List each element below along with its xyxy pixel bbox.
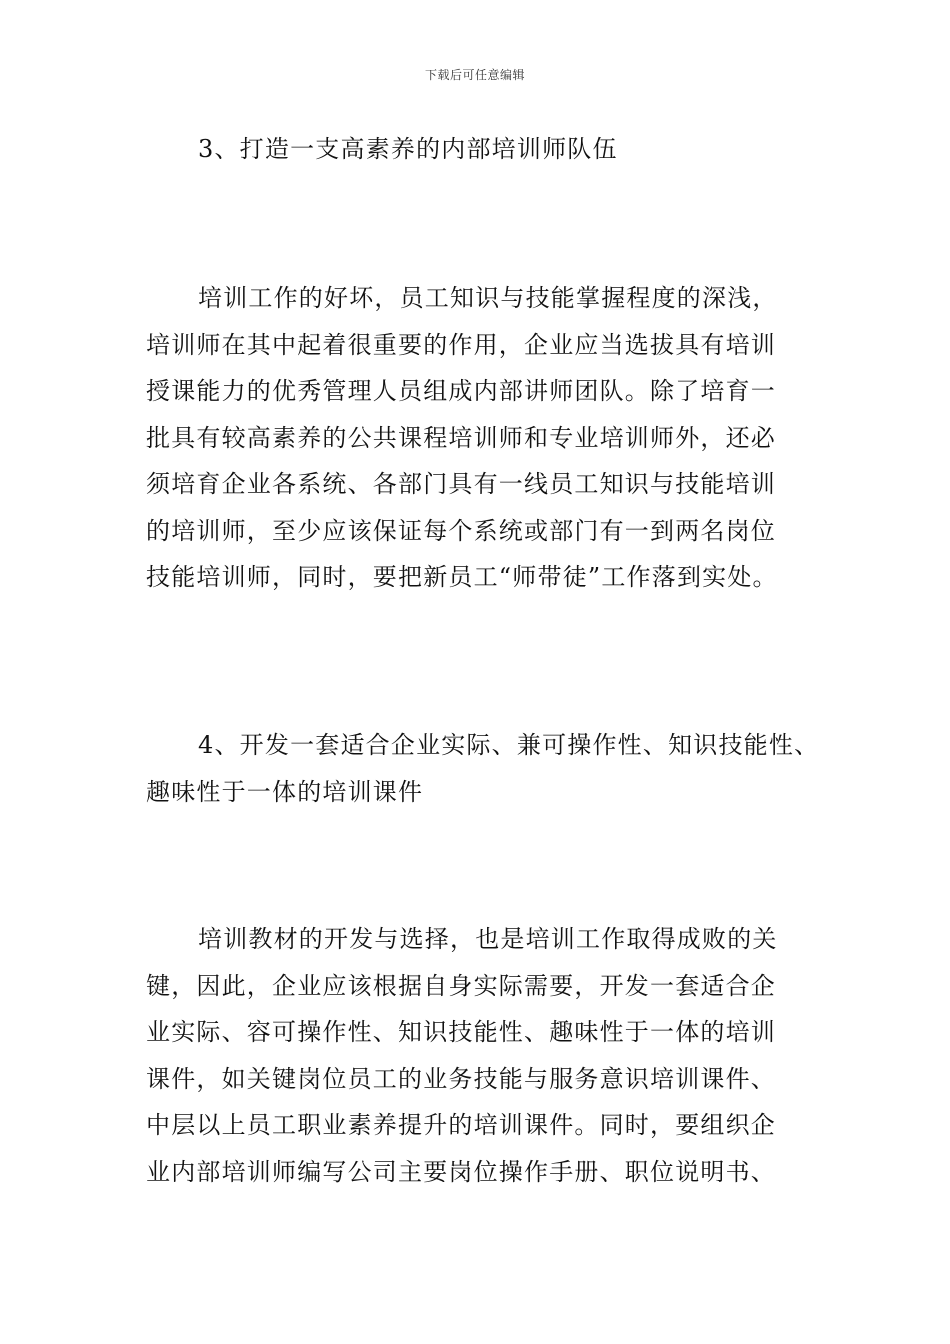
paragraph-line: 键，因此，企业应该根据自身实际需要，开发一套适合企 [146, 971, 776, 1000]
heading-line: 4、开发一套适合企业实际、兼可操作性、知识技能性、 [198, 731, 820, 759]
paragraph-line: 批具有较高素养的公共课程培训师和专业培训师外，还必 [146, 423, 776, 452]
paragraph-line: 培训师在其中起着很重要的作用，企业应当选拔具有培训 [146, 330, 776, 359]
section-3-paragraph [146, 275, 836, 601]
header-note: 下载后可任意编辑 [424, 68, 525, 82]
paragraph-line: 须培育企业各系统、各部门具有一线员工知识与技能培训 [146, 470, 776, 498]
section-4-paragraph [146, 916, 836, 1195]
paragraph-line: 业内部培训师编写公司主要岗位操作手册、职位说明书、 [146, 1157, 776, 1186]
paragraph-line: 课件，如关键岗位员工的业务技能与服务意识培训课件、 [146, 1064, 776, 1093]
section-4-heading [146, 722, 836, 815]
paragraph-line: 培训教材的开发与选择，也是培训工作取得成败的关 [198, 925, 778, 953]
paragraph-line: 的培训师，至少应该保证每个系统或部门有一到两名岗位 [146, 516, 776, 545]
heading-line: 趣味性于一体的培训课件 [146, 777, 424, 806]
paragraph-line: 中层以上员工职业素养提升的培训课件。同时，要组织企 [146, 1111, 776, 1139]
paragraph-line: 授课能力的优秀管理人员组成内部讲师团队。除了培育一 [146, 377, 776, 405]
heading-line: 3、打造一支高素养的内部培训师队伍 [198, 135, 618, 163]
section-3-heading [146, 126, 836, 173]
paragraph-line: 业实际、容可操作性、知识技能性、趣味性于一体的培训 [146, 1018, 776, 1046]
paragraph-line: 培训工作的好坏，员工知识与技能掌握程度的深浅， [198, 284, 778, 312]
paragraph-line: 技能培训师，同时，要把新员工“师带徒”工作落到实处。 [146, 563, 778, 591]
